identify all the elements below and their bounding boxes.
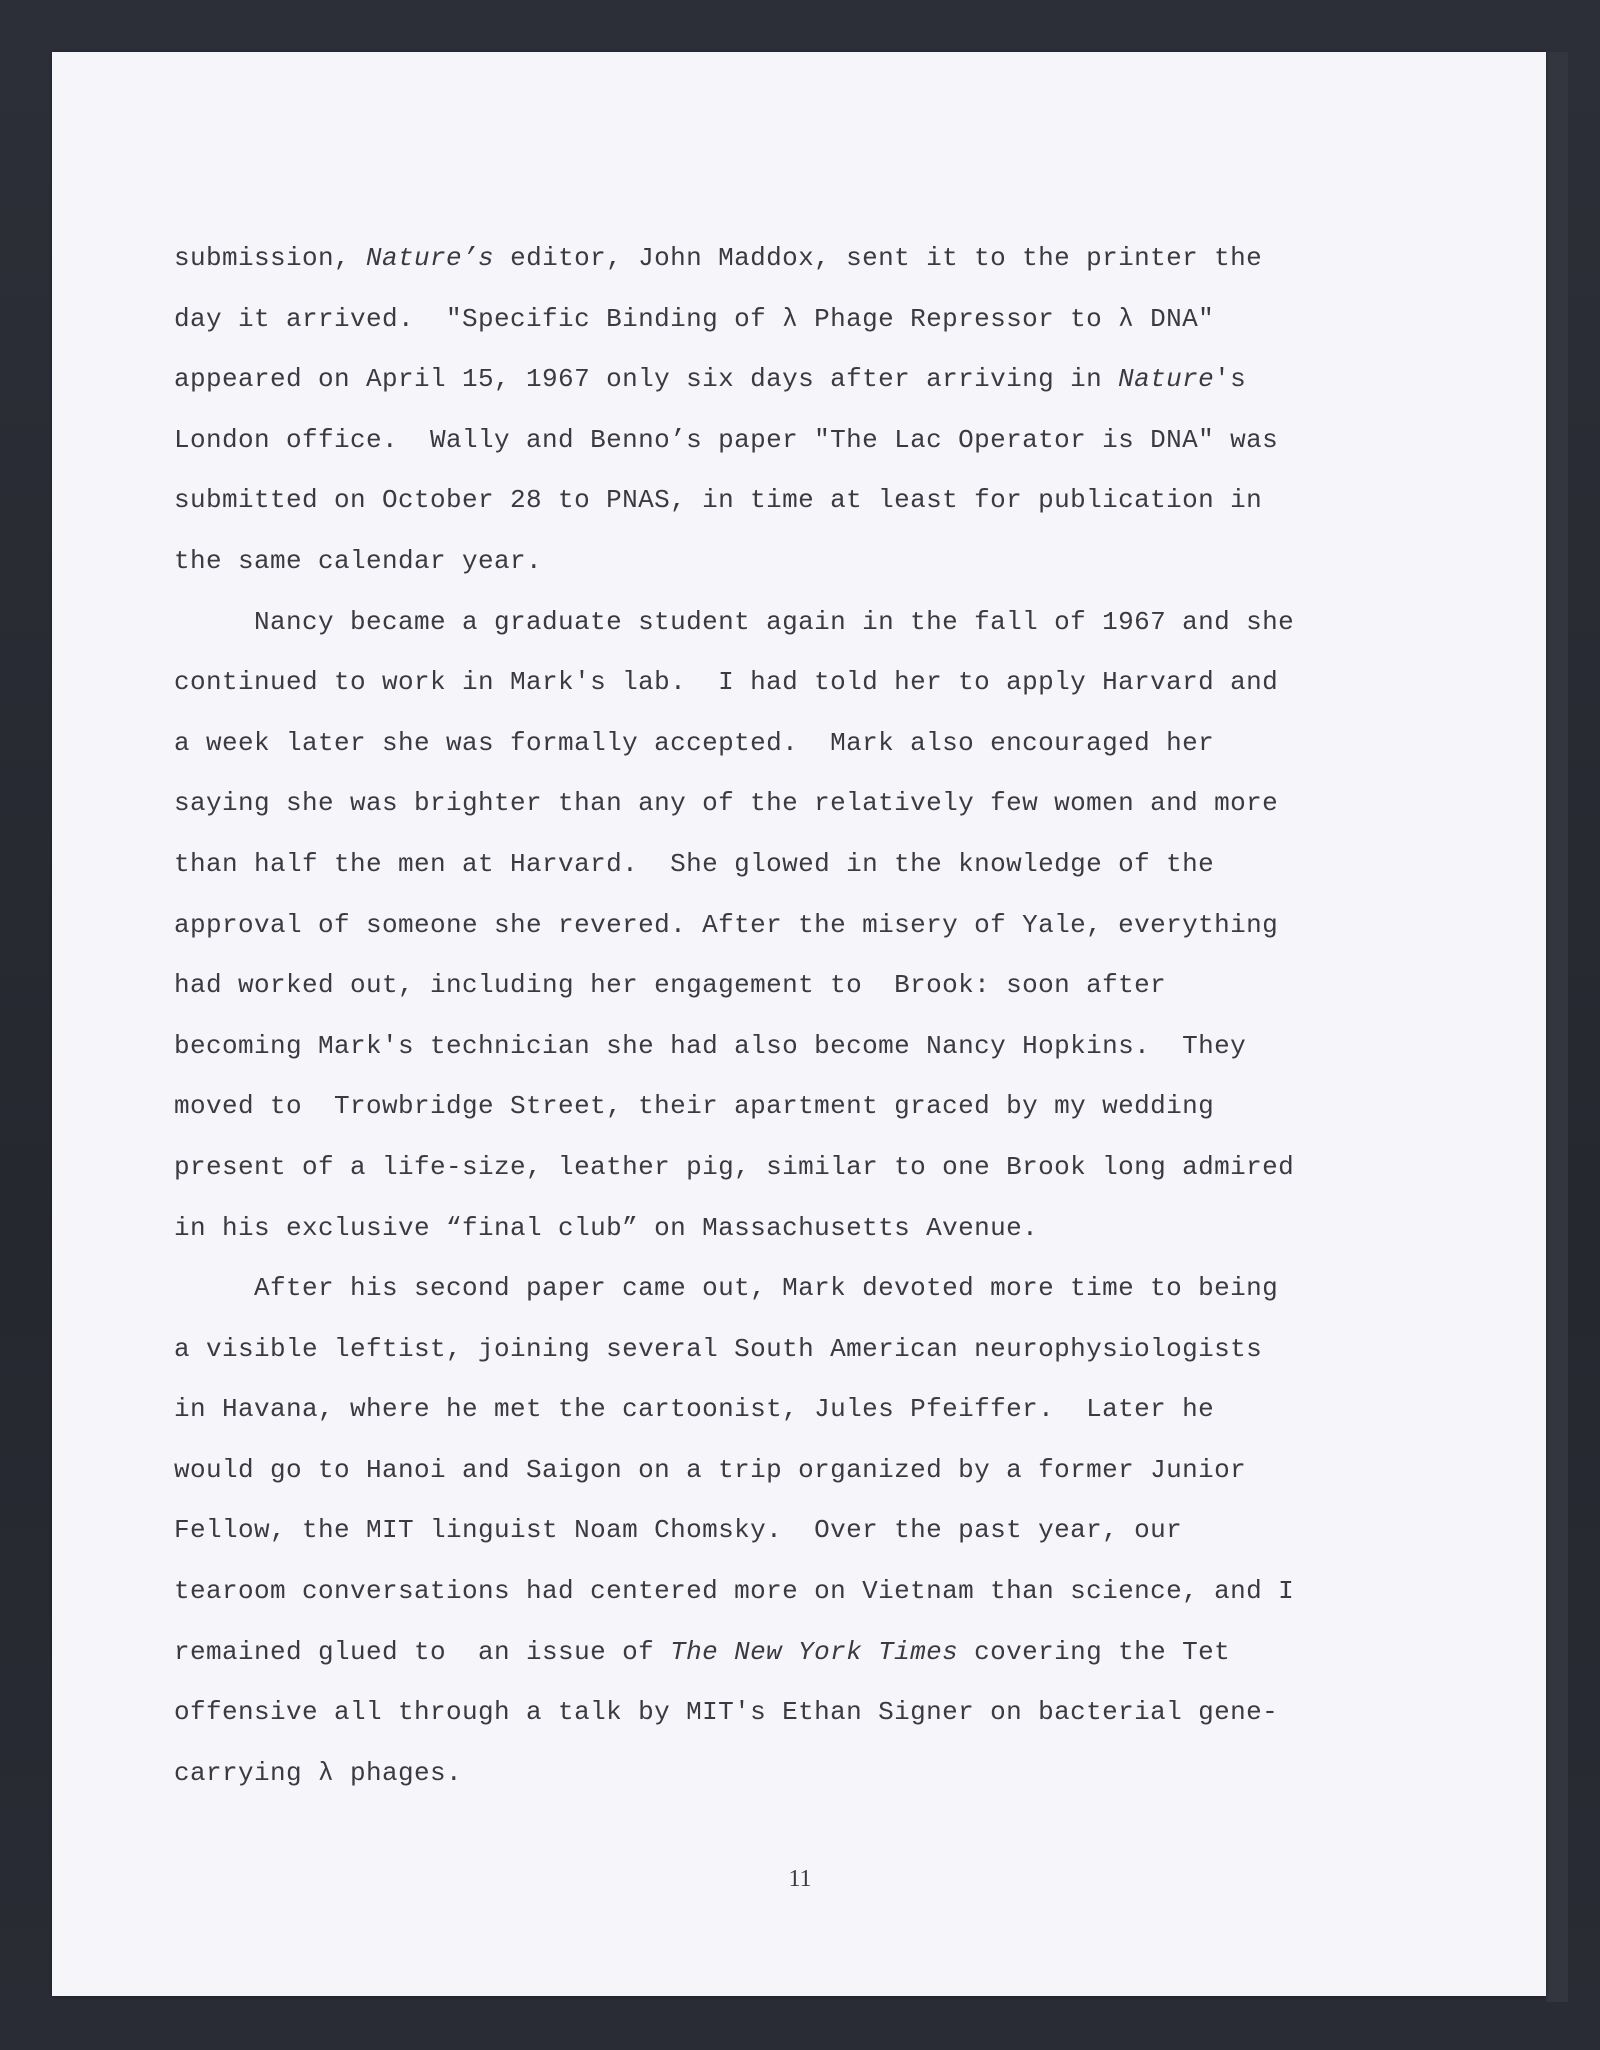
text-line [174, 895, 1384, 956]
text-segment: saying she was brighter than any of the relatively few women and more [174, 788, 1279, 819]
text-segment: tearoom conversations had centered more on Vietnam than science, and I [174, 1576, 1295, 1607]
text-segment: a visible leftist, joining several South American neurophysiologists [174, 1333, 1263, 1364]
text-line [174, 773, 1384, 834]
text-segment: editor, John Maddox, sent it to the printer the [494, 243, 1263, 273]
text-segment: in his exclusive “final club” on Massachusetts Avenue. [174, 1212, 1039, 1243]
text-line [174, 713, 1384, 774]
text-segment: Fellow, the MIT linguist Noam Chomsky. Over the past year, our [174, 1515, 1183, 1546]
text-segment: submitted on October 28 to PNAS, in time at least for publication in [174, 485, 1263, 516]
text-line [174, 834, 1384, 895]
text-line [174, 1076, 1384, 1137]
page-edge-shadow [1546, 52, 1568, 2002]
text-line [174, 1500, 1384, 1561]
text-line [174, 1137, 1384, 1198]
text-segment: in Havana, where he met the cartoonist, Jules Pfeiffer. Later he [174, 1394, 1215, 1425]
italic-text-segment: Nature’s [366, 243, 495, 273]
text-line [174, 592, 1384, 653]
italic-text-segment: The New York Times [670, 1636, 959, 1667]
text-segment: London office. Wally and Benno’s paper "The Lac Operator is DNA" was [174, 424, 1279, 455]
text-segment: approval of someone she revered. After the misery of Yale, everything [174, 909, 1279, 940]
text-line [174, 228, 1384, 289]
text-line [174, 1016, 1384, 1077]
text-line [174, 410, 1384, 471]
text-line [174, 349, 1384, 410]
text-line [174, 531, 1384, 592]
text-line [174, 1743, 1384, 1804]
text-segment: After his second paper came out, Mark devoted more time to being [174, 1273, 1279, 1304]
text-segment: offensive all through a talk by MIT's Ethan Signer on bacterial gene- [174, 1697, 1279, 1728]
text-segment: covering the Tet [958, 1636, 1231, 1667]
text-line [174, 955, 1384, 1016]
text-segment: would go to Hanoi and Saigon on a trip organized by a former Junior [174, 1454, 1247, 1485]
text-segment: present of a life-size, leather pig, similar to one Brook long admired [174, 1151, 1295, 1182]
text-line [174, 1622, 1384, 1683]
italic-text-segment: Nature [1118, 364, 1215, 395]
text-line [174, 1258, 1384, 1319]
text-line [174, 1379, 1384, 1440]
text-segment: carrying λ phages. [174, 1757, 463, 1788]
text-line [174, 470, 1384, 531]
body-text [174, 228, 1384, 1803]
text-line [174, 1561, 1384, 1622]
text-segment: than half the men at Harvard. She glowed in the knowledge of the [174, 848, 1215, 879]
text-segment: a week later she was formally accepted. Mark also encouraged her [174, 727, 1215, 758]
text-line [174, 1682, 1384, 1743]
text-line [174, 652, 1384, 713]
text-segment: had worked out, including her engagement to Brook: soon after [174, 970, 1167, 1001]
text-line [174, 289, 1384, 350]
text-segment: becoming Mark's technician she had also become Nancy Hopkins. They [174, 1030, 1247, 1061]
text-line [174, 1319, 1384, 1380]
text-segment: submission, [174, 243, 367, 273]
text-segment: moved to Trowbridge Street, their apartment graced by my wedding [174, 1091, 1215, 1122]
text-line [174, 1198, 1384, 1259]
text-segment: continued to work in Mark's lab. I had told her to apply Harvard and [174, 667, 1279, 698]
page-number: 11 [788, 1866, 812, 1892]
text-segment: remained glued to an issue of [174, 1636, 671, 1667]
text-segment: the same calendar year. [174, 545, 543, 576]
text-segment: Nancy became a graduate student again in the fall of 1967 and she [174, 606, 1295, 637]
text-segment: day it arrived. "Specific Binding of λ Phage Repressor to λ DNA" [174, 303, 1215, 334]
text-line [174, 1440, 1384, 1501]
text-segment: 's [1214, 364, 1247, 395]
text-segment: appeared on April 15, 1967 only six days after arriving in [174, 364, 1119, 395]
